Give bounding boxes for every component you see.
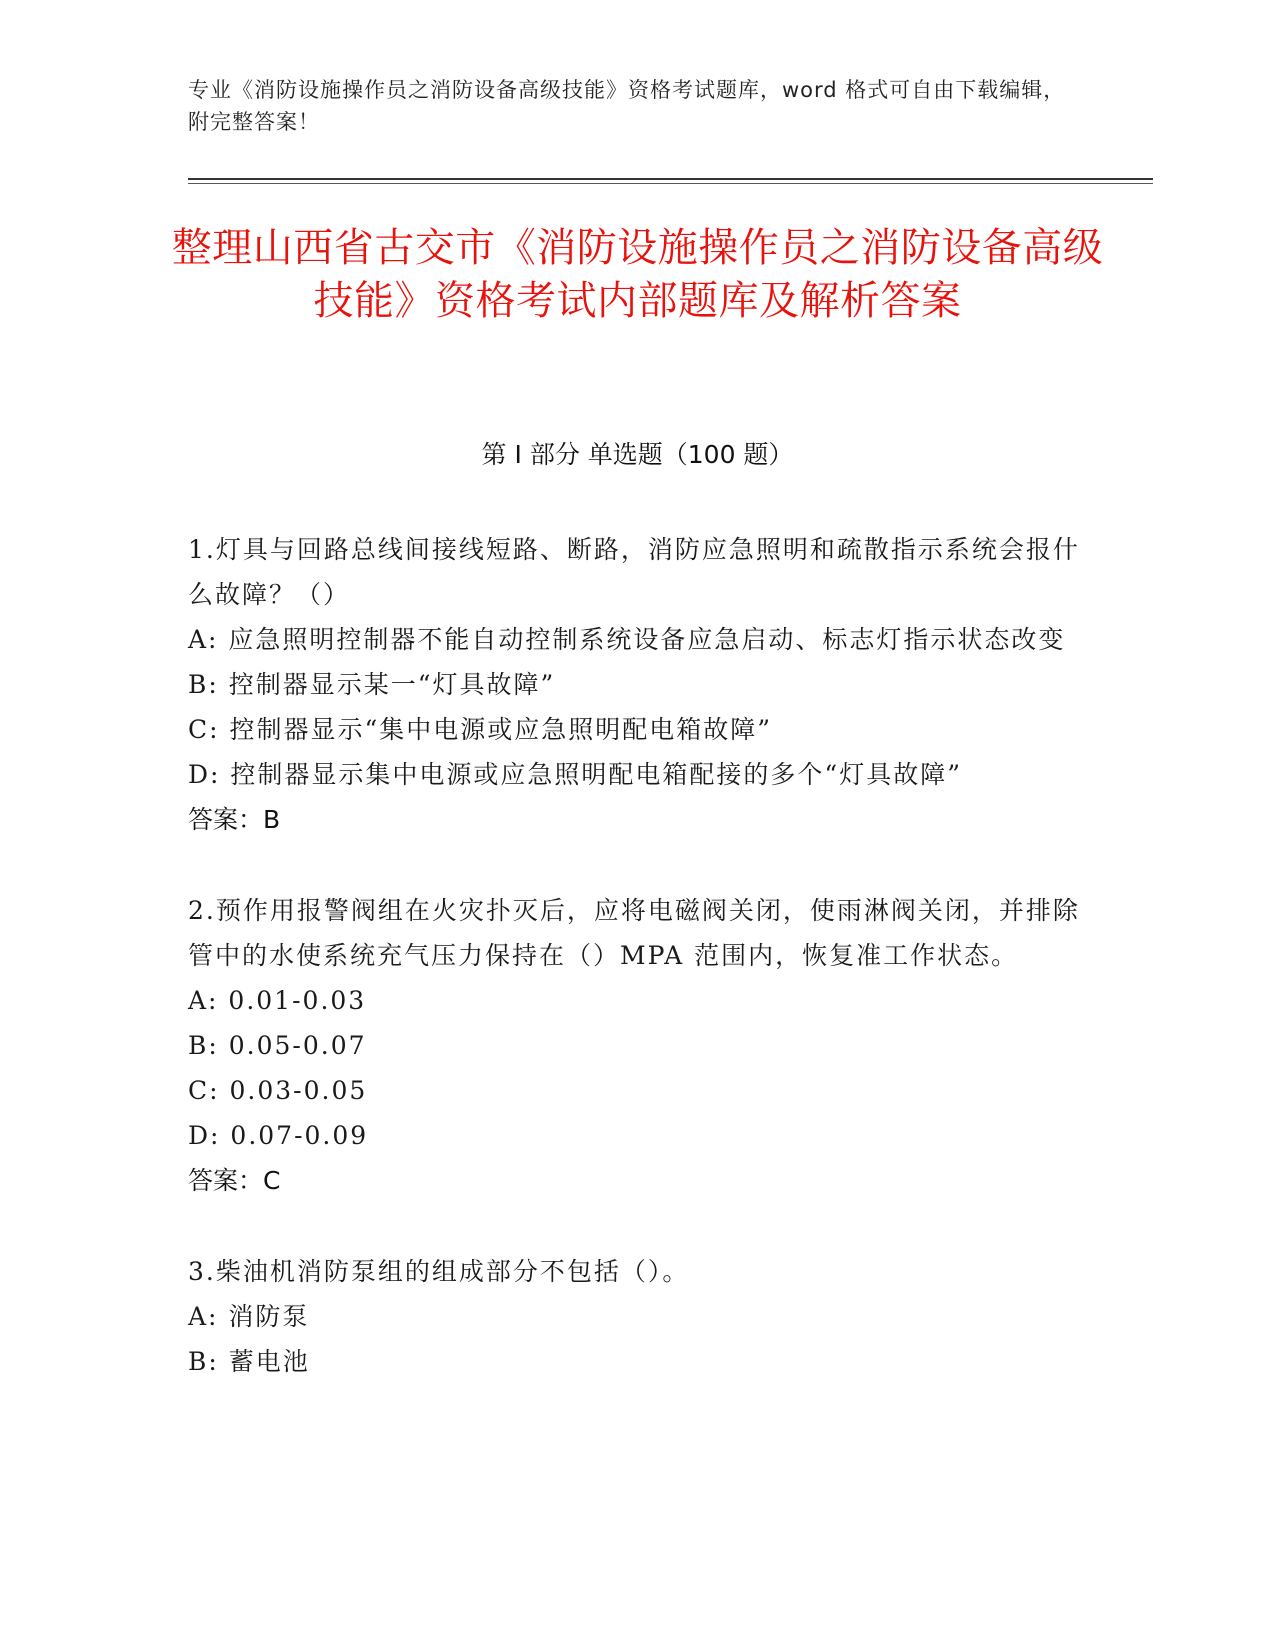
section-title: 第 I 部分 单选题（100 题） [481,440,794,469]
option-b: B: 控制器显示某一“灯具故障” [188,670,556,699]
header-note: 专业《消防设施操作员之消防设备高级技能》资格考试题库，word 格式可自由下载编辑，附完整答案！ [188,78,1066,134]
question-text: 2.预作用报警阀组在火灾扑灭后，应将电磁阀关闭，使雨淋阀关闭，并排除管中的水使系统充气压力保持在（）MPA 范围内，恢复准工作状态。 [188,896,1080,970]
option-b: B: 蓄电池 [188,1347,310,1376]
header-divider-thick [188,178,1153,180]
option-c: C: 0.03-0.05 [188,1076,368,1105]
option-d: D: 0.07-0.09 [188,1121,369,1150]
option-a: A: 应急照明控制器不能自动控制系统设备应急启动、标志灯指示状态改变 [188,625,1066,654]
document-title: 整理山西省古交市《消防设施操作员之消防设备高级技能》资格考试内部题库及解析答案 [171,225,1104,324]
question-3 [188,1249,1088,1384]
option-a: A: 消防泵 [188,1302,310,1331]
answer: 答案：C [188,1166,281,1195]
question-text: 1.灯具与回路总线间接线短路、断路，消防应急照明和疏散指示系统会报什么故障？（） [188,535,1080,609]
question-list [188,527,1088,1430]
question-2 [188,888,1088,1203]
header-divider-thin [188,183,1153,184]
option-a: A: 0.01-0.03 [188,986,367,1015]
option-b: B: 0.05-0.07 [188,1031,367,1060]
question-text: 3.柴油机消防泵组的组成部分不包括（）。 [188,1257,690,1286]
option-d: D: 控制器显示集中电源或应急照明配电箱配接的多个“灯具故障” [188,760,962,789]
question-1 [188,527,1088,842]
option-c: C: 控制器显示“集中电源或应急照明配电箱故障” [188,715,773,744]
answer: 答案：B [188,805,281,834]
